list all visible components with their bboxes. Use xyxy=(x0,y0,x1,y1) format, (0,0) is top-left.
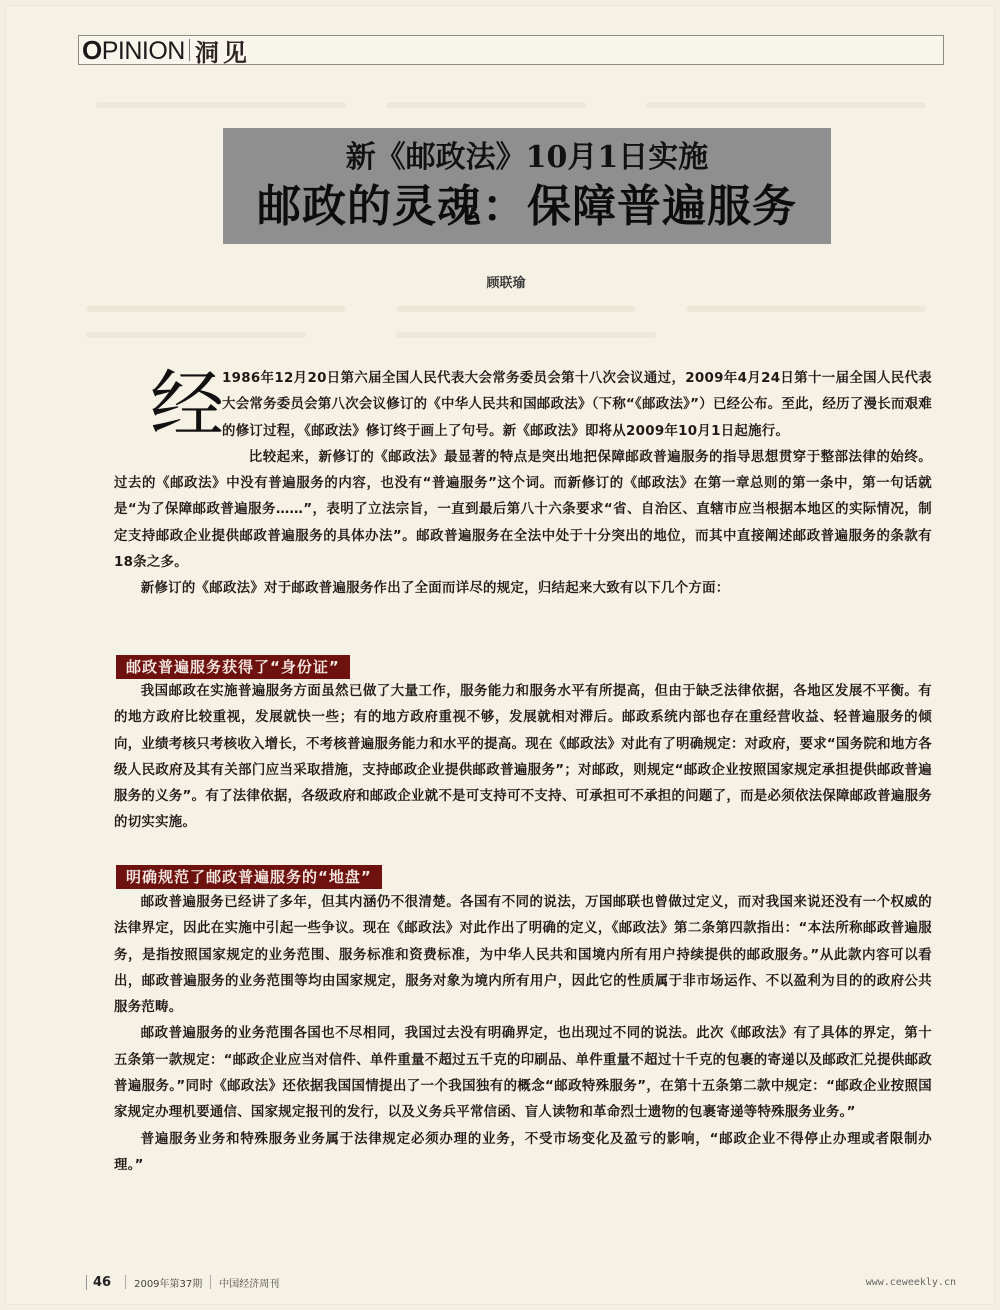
page-number: 46 xyxy=(86,1275,117,1290)
section-body xyxy=(114,890,932,1179)
section-label-rest: PINION xyxy=(101,36,185,65)
bleed-through-line xyxy=(86,332,306,338)
paragraph: 新修订的《邮政法》对于邮政普遍服务作出了全面而详尽的规定，归结起来大致有以下几个方面： xyxy=(140,581,730,597)
paragraph: 比较起来，新修订的《邮政法》最显著的特点是突出地把保障邮政普遍服务的指导思想贯穿于整部法律的始终。过去的《邮政法》中没有普遍服务的内容，也没有“普遍服务”这个词。而新修订的《邮政法》在第一章总则的第一条中，第一句话就是“为了保障邮政普遍服务……”，表明了立法宗旨，一直到最后第八十六条要求“省、自治区、直辖市应当根据本地区的实际情况，制定支持邮政企业提供邮政普遍服务的具体办法”。邮政普遍服务在全法中处于十分突出的地位，而其中直接阐述邮政普遍服务的条款有18条之多。 xyxy=(114,449,932,571)
section-heading: 明确规范了邮政普遍服务的“地盘” xyxy=(116,865,382,889)
author-byline: 顾联瑜 xyxy=(486,276,526,291)
magazine-page xyxy=(6,6,994,1304)
page-footer xyxy=(86,1273,956,1291)
section-label-divider xyxy=(189,39,190,61)
bleed-through-line xyxy=(646,102,926,108)
section-body xyxy=(114,679,932,837)
section-heading: 邮政普遍服务获得了“身份证” xyxy=(116,655,350,679)
footer-divider xyxy=(125,1275,126,1289)
bleed-through-line xyxy=(386,102,586,108)
lead-section xyxy=(114,362,933,603)
headline-box xyxy=(223,128,831,244)
paragraph: 1986年12月20日第六届全国人民代表大会常务委员会第十八次会议通过，2009年4月24日第十一届全国人民代表大会常务委员会第八次会议修订的《中华人民共和国邮政法》（下称“《邮政法》”）已经公布。至此，经历了漫长而艰难的修订过程，《邮政法》修订终于画上了句号。新《邮政法》即将从2009年10月1日起施行。 xyxy=(222,371,933,439)
section-label-chinese: 洞见 xyxy=(194,38,251,67)
section-label-initial: O xyxy=(82,34,102,65)
website-url: www.ceweekly.cn xyxy=(865,1276,956,1288)
bleed-through-line xyxy=(96,102,346,108)
paragraph: 邮政普遍服务的业务范围各国也不尽相同，我国过去没有明确界定，也出现过不同的说法。此次《邮政法》有了具体的界定，第十五条第一款规定：“邮政企业应当对信件、单件重量不超过五千克的印刷品、单件重量不超过十千克的包裹的寄递以及邮政汇兑提供邮政普遍服务。”同时《邮政法》还依据我国国情提出了一个我国独有的概念“邮政特殊服务”，在第十五条第二款中规定：“邮政企业按照国家规定办理机要通信、国家规定报刊的发行，以及义务兵平常信函、盲人读物和革命烈士遗物的包裹寄递等特殊服务业务。” xyxy=(114,1026,932,1121)
drop-cap: 经 xyxy=(150,362,225,448)
footer-divider xyxy=(210,1275,211,1289)
section-header-bar xyxy=(78,35,944,65)
paragraph: 邮政普遍服务已经讲了多年，但其内涵仍不很清楚。各国有不同的说法，万国邮联也曾做过定义，而对我国来说还没有一个权威的法律界定，因此在实施中引起一些争议。现在《邮政法》对此作出了明确的定义，《邮政法》第二条第四款指出：“本法所称邮政普遍服务，是指按照国家规定的业务范围、服务标准和资费标准，为中华人民共和国境内所有用户持续提供的邮政服务。”从此款内容可以看出，邮政普遍服务的业务范围等均由国家规定，服务对象为境内所有用户，因此它的性质属于非市场运作、不以盈利为目的的政府公共服务范畴。 xyxy=(114,895,932,1016)
section-label-english xyxy=(79,36,185,65)
bleed-through-line xyxy=(396,306,636,312)
paragraph: 普遍服务业务和特殊服务业务属于法律规定必须办理的业务，不受市场变化及盈亏的影响，“邮政企业不得停止办理或者限制办理。” xyxy=(114,1131,932,1173)
paragraph: 我国邮政在实施普遍服务方面虽然已做了大量工作，服务能力和服务水平有所提高，但由于缺乏法律依据，各地区发展不平衡。有的地方政府比较重视，发展就快一些；有的地方政府重视不够，发展就相对滞后。邮政系统内部也存在重经营收益、轻普遍服务的倾向，业绩考核只考核收入增长，不考核普遍服务能力和水平的提高。现在《邮政法》对此有了明确规定：对政府，要求“国务院和地方各级人民政府及其有关部门应当采取措施，支持邮政企业提供邮政普遍服务”；对邮政，则规定“邮政企业按照国家规定承担提供邮政普遍服务的义务”。有了法律依据，各级政府和邮政企业就不是可支持可不支持、可承担可不承担的问题了，而是必须依法保障邮政普遍服务的切实实施。 xyxy=(114,684,932,831)
headline-title: 邮政的灵魂：保障普遍服务 xyxy=(257,181,797,232)
headline-kicker: 新《邮政法》10月1日实施 xyxy=(345,140,709,175)
issue-label: 2009年第37期 xyxy=(134,1278,203,1290)
bleed-through-line xyxy=(396,332,656,338)
publication-name: 中国经济周刊 xyxy=(219,1278,280,1290)
bleed-through-line xyxy=(686,306,926,312)
bleed-through-line xyxy=(86,306,346,312)
